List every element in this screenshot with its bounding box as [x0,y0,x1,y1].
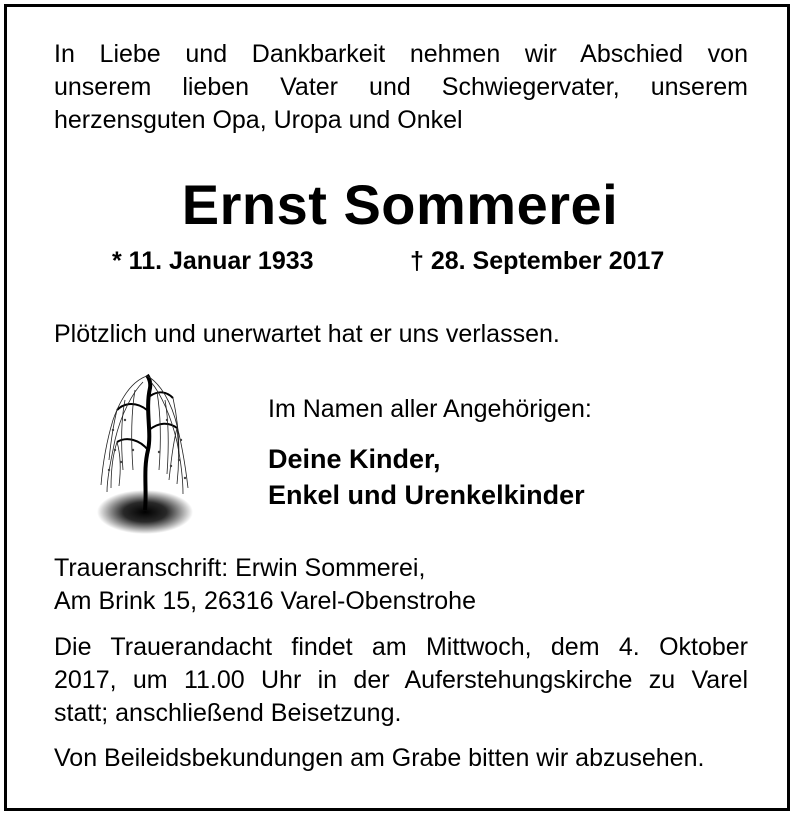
service-line-1: Die Trauerandacht findet am Mittwoch, dem 4. Oktober [54,633,748,661]
intro-text [54,38,748,137]
weeping-willow-icon [95,370,195,540]
mourning-address [54,552,476,618]
service-line-2: 2017, um 11.00 Uhr in der Auferstehungskirche zu Varel [54,666,748,694]
mourners-names [268,441,585,513]
mourners-line-1: Deine Kinder, [268,444,441,474]
address-line-1: Traueranschrift: Erwin Sommerei, [54,554,426,582]
condolence-note: Von Beileidsbekundungen am Grabe bitten wir abzusehen. [54,744,705,772]
mourners-intro: Im Namen aller Angehörigen: [268,395,592,423]
service-info [54,631,748,730]
address-line-2: Am Brink 15, 26316 Varel-Obenstrohe [54,587,476,615]
sudden-text: Plötzlich und unerwartet hat er uns verlassen. [54,320,560,348]
mourners-line-2: Enkel und Urenkelkinder [268,480,585,510]
intro-line-2: unserem lieben Vater und Schwiegervater, unserem [54,73,748,101]
deceased-name: Ernst Sommerei [181,173,619,236]
service-line-3: statt; anschließend Beisetzung. [54,699,402,727]
intro-line-3: herzensguten Opa, Uropa und Onkel [54,106,463,134]
birth-date: * 11. Januar 1933 [112,247,314,275]
intro-line-1: In Liebe und Dankbarkeit nehmen wir Abschied von [54,40,748,68]
death-date: † 28. September 2017 [410,247,665,275]
